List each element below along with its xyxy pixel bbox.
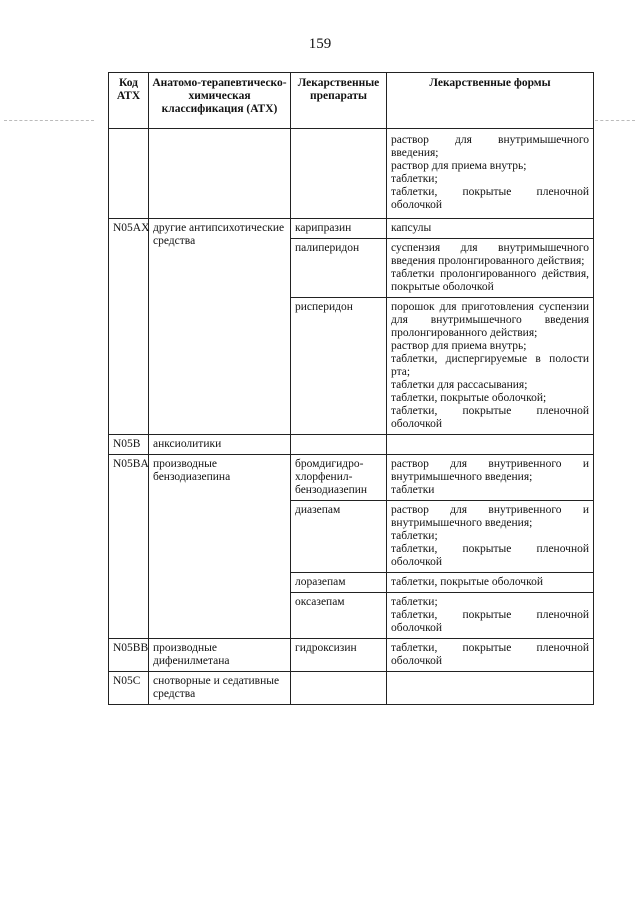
table-row — [109, 455, 594, 501]
drug-cell: бромдигидро-хлорфенил-бензодиазепин — [291, 455, 387, 501]
table-row — [109, 219, 594, 239]
form-item: раствор для приема внутрь; — [391, 160, 527, 172]
form-item: раствор для внутривенного и внутримышечного введения; — [391, 458, 589, 483]
form-item: порошок для приготовления суспензии для внутримышечного введения пролонгированного действия; — [391, 301, 589, 339]
code-cell: N05B — [109, 435, 149, 455]
form-item: таблетки; — [391, 596, 438, 608]
form-item: таблетки, покрытые оболочкой; — [391, 392, 547, 404]
forms-cell — [387, 501, 594, 573]
drug-cell: гидроксизин — [291, 639, 387, 672]
forms-cell — [387, 672, 594, 705]
drug-cell: лоразепам — [291, 573, 387, 593]
form-item: таблетки; — [391, 530, 438, 542]
form-item: таблетки; — [391, 173, 438, 185]
table-row — [109, 435, 594, 455]
table-row — [109, 129, 594, 219]
form-item: таблетки, диспергируемые в полости рта; — [391, 353, 589, 378]
form-item: таблетки — [391, 484, 435, 496]
page-number: 159 — [308, 36, 332, 52]
header-classification: Анатомо-терапевтическо-химическая классификация (АТХ) — [149, 73, 291, 129]
drug-cell — [291, 129, 387, 219]
header-forms: Лекарственные формы — [387, 73, 594, 129]
scan-artifact-line — [4, 120, 94, 121]
form-item: таблетки для рассасывания; — [391, 379, 528, 391]
forms-cell — [387, 298, 594, 435]
classification-cell: другие антипсихотические средства — [149, 219, 291, 435]
code-cell: N05C — [109, 672, 149, 705]
drug-cell: рисперидон — [291, 298, 387, 435]
form-item: таблетки, покрытые оболочкой — [391, 576, 543, 588]
drug-cell — [291, 435, 387, 455]
header-drugs: Лекарственные препараты — [291, 73, 387, 129]
forms-cell — [387, 455, 594, 501]
code-cell: N05AX — [109, 219, 149, 435]
forms-cell — [387, 239, 594, 298]
form-item: капсулы — [391, 222, 432, 234]
code-cell — [109, 129, 149, 219]
form-item: таблетки, покрытые пленочной оболочкой — [391, 543, 589, 568]
drug-cell: карипразин — [291, 219, 387, 239]
atc-table — [108, 72, 594, 705]
form-item: таблетки, покрытые пленочной оболочкой — [391, 186, 589, 211]
form-item: раствор для внутримышечного введения; — [391, 134, 589, 159]
form-item: таблетки, покрытые пленочной оболочкой — [391, 642, 589, 667]
table-row — [109, 672, 594, 705]
forms-cell — [387, 593, 594, 639]
drug-cell: палиперидон — [291, 239, 387, 298]
classification-cell: производные бензодиазепина — [149, 455, 291, 639]
form-item: таблетки, покрытые пленочной оболочкой — [391, 405, 589, 430]
classification-cell: снотворные и седативные средства — [149, 672, 291, 705]
header-row — [109, 73, 594, 129]
header-code: Код АТХ — [109, 73, 149, 129]
form-item: раствор для внутривенного и внутримышечного введения; — [391, 504, 589, 529]
scan-artifact-line — [595, 120, 635, 121]
forms-cell — [387, 129, 594, 219]
form-item: раствор для приема внутрь; — [391, 340, 527, 352]
forms-cell — [387, 219, 594, 239]
classification-cell — [149, 129, 291, 219]
drug-cell: оксазепам — [291, 593, 387, 639]
form-item: таблетки, покрытые пленочной оболочкой — [391, 609, 589, 634]
drug-cell: диазепам — [291, 501, 387, 573]
code-cell: N05BA — [109, 455, 149, 639]
classification-cell: анксиолитики — [149, 435, 291, 455]
form-item: таблетки пролонгированного действия, покрытые оболочкой — [391, 268, 589, 293]
forms-cell — [387, 573, 594, 593]
forms-cell — [387, 639, 594, 672]
table-row — [109, 639, 594, 672]
form-item: суспензия для внутримышечного введения пролонгированного действия; — [391, 242, 589, 267]
classification-cell: производные дифенилметана — [149, 639, 291, 672]
forms-cell — [387, 435, 594, 455]
code-cell: N05BB — [109, 639, 149, 672]
drug-cell — [291, 672, 387, 705]
